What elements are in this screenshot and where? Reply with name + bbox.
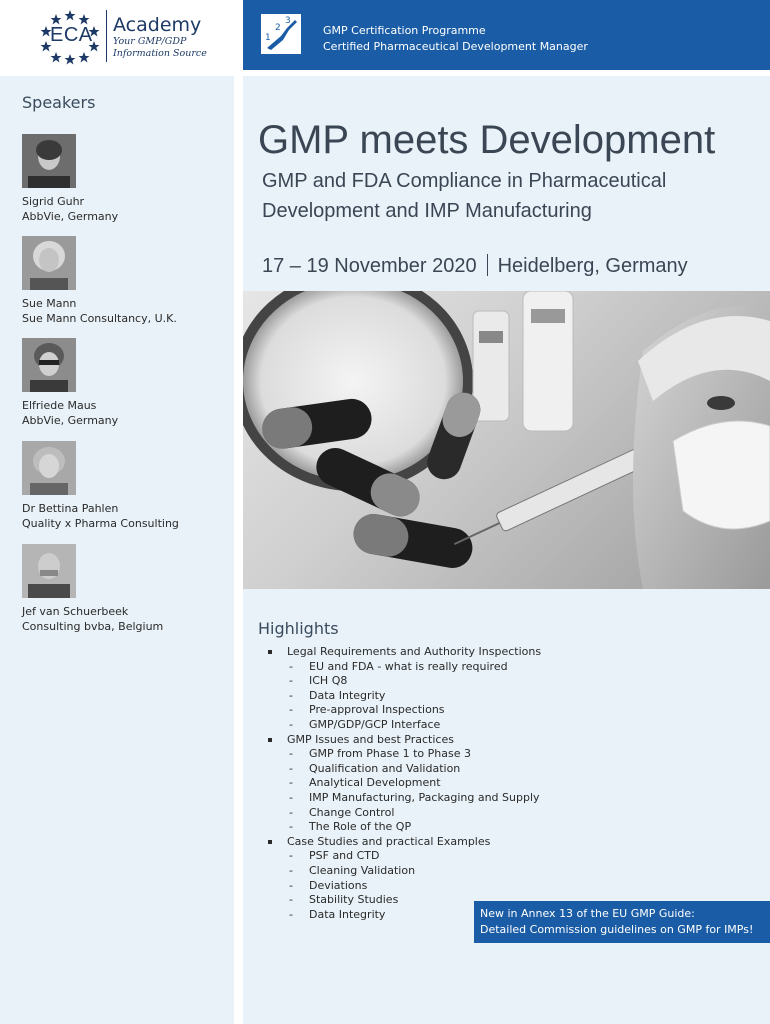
logo-tagline-line2: Information Source <box>113 48 207 59</box>
highlight-item-label: Analytical Development <box>309 776 441 790</box>
logo-eca-text: ECA <box>50 24 93 46</box>
bullet-icon <box>268 738 272 742</box>
eca-academy-logo <box>0 0 234 70</box>
highlight-group <box>268 645 541 660</box>
dash-icon: - <box>289 790 293 804</box>
highlight-item <box>268 703 541 718</box>
banner-programme: GMP Certification Programme <box>323 24 486 37</box>
speaker-org: Sue Mann Consultancy, U.K. <box>22 312 177 325</box>
bullet-icon <box>268 650 272 654</box>
highlight-item-label: GMP/GDP/GCP Interface <box>309 717 441 731</box>
callout-line2: Detailed Commission guidelines on GMP for IMPs! <box>480 923 754 936</box>
highlight-item-label: The Role of the QP <box>309 820 412 834</box>
event-subtitle-line1: GMP and FDA Compliance in Pharmaceutical <box>262 170 667 192</box>
annex13-callout <box>474 901 770 943</box>
dash-icon: - <box>289 674 293 688</box>
dash-icon: - <box>289 703 293 717</box>
highlight-group-label: Legal Requirements and Authority Inspections <box>287 645 542 658</box>
event-subtitle <box>262 166 742 226</box>
highlight-item <box>268 806 541 821</box>
logo-tagline <box>113 36 223 60</box>
event-date-location <box>262 254 688 278</box>
speaker-name: Sigrid Guhr <box>22 195 85 208</box>
highlight-group <box>268 835 541 850</box>
event-location: Heidelberg, Germany <box>497 255 688 277</box>
speaker-name: Jef van Schuerbeek <box>22 605 129 618</box>
highlight-item <box>268 776 541 791</box>
highlight-item <box>268 791 541 806</box>
highlight-item <box>268 762 541 777</box>
dash-icon: - <box>289 761 293 775</box>
dash-icon: - <box>289 659 293 673</box>
highlight-item-label: PSF and CTD <box>309 849 380 863</box>
highlight-item-label: ICH Q8 <box>309 674 348 688</box>
speaker-org: Quality x Pharma Consulting <box>22 517 179 530</box>
dash-icon: - <box>289 776 293 790</box>
speaker-org: Consulting bvba, Belgium <box>22 620 164 633</box>
dash-icon: - <box>289 688 293 702</box>
highlight-item-label: Change Control <box>309 805 395 819</box>
speaker-org: AbbVie, Germany <box>22 210 119 223</box>
highlights-list <box>268 645 541 922</box>
speaker-card <box>22 134 232 224</box>
highlight-item-label: GMP from Phase 1 to Phase 3 <box>309 747 471 761</box>
dash-icon: - <box>289 893 293 907</box>
event-subtitle-line2: Development and IMP Manufacturing <box>262 200 592 222</box>
speaker-card <box>22 338 232 428</box>
highlight-item-label: Deviations <box>309 878 368 892</box>
speakers-heading: Speakers <box>22 93 96 112</box>
highlight-item <box>268 849 541 864</box>
highlights-heading: Highlights <box>258 619 339 638</box>
dash-icon: - <box>289 878 293 892</box>
highlight-item <box>268 718 541 733</box>
speaker-photo <box>22 236 76 290</box>
speaker-photo <box>22 338 76 392</box>
speaker-org: AbbVie, Germany <box>22 414 119 427</box>
highlight-item <box>268 660 541 675</box>
dash-icon: - <box>289 747 293 761</box>
event-dates: 17 – 19 November 2020 <box>262 255 477 277</box>
speaker-name: Dr Bettina Pahlen <box>22 502 119 515</box>
highlight-item-label: EU and FDA - what is really required <box>309 659 508 673</box>
certification-banner <box>243 0 770 70</box>
steps-icon-num-2: 2 <box>275 23 281 33</box>
bullet-icon <box>268 840 272 844</box>
highlight-group-label: GMP Issues and best Practices <box>287 732 454 746</box>
dash-icon: - <box>289 907 293 921</box>
highlight-item-label: Cleaning Validation <box>309 863 416 877</box>
banner-manager-title: Certified Pharmaceutical Development Manager <box>323 40 588 53</box>
logo-tagline-line1: Your GMP/GDP <box>113 36 187 47</box>
speaker-photo <box>22 134 76 188</box>
dash-icon: - <box>289 849 293 863</box>
highlight-item <box>268 674 541 689</box>
highlight-item-label: Data Integrity <box>309 907 386 921</box>
highlight-group <box>268 733 541 748</box>
highlight-item <box>268 747 541 762</box>
highlight-item <box>268 689 541 704</box>
highlight-item-label: IMP Manufacturing, Packaging and Supply <box>309 790 540 804</box>
speaker-photo <box>22 441 76 495</box>
callout-line1: New in Annex 13 of the EU GMP Guide: <box>480 907 695 920</box>
dash-icon: - <box>289 820 293 834</box>
logo-academy-text: Academy <box>113 14 202 36</box>
highlight-item-label: Data Integrity <box>309 688 386 702</box>
highlight-group-label: Case Studies and practical Examples <box>287 834 491 848</box>
speaker-card <box>22 441 232 531</box>
highlight-item <box>268 864 541 879</box>
highlight-item <box>268 879 541 894</box>
hero-image-lab-syringe <box>243 291 770 589</box>
speaker-name: Sue Mann <box>22 297 77 310</box>
steps-icon-num-3: 3 <box>285 16 291 26</box>
dash-icon: - <box>289 863 293 877</box>
logo-divider <box>106 10 107 62</box>
speaker-card <box>22 236 232 326</box>
dash-icon: - <box>289 805 293 819</box>
event-title: GMP meets Development <box>258 118 716 162</box>
highlight-item-label: Stability Studies <box>309 893 399 907</box>
steps-icon-num-1: 1 <box>265 33 271 43</box>
dash-icon: - <box>289 717 293 731</box>
date-separator <box>487 254 488 276</box>
speaker-card <box>22 544 232 634</box>
speaker-photo <box>22 544 76 598</box>
highlight-item-label: Qualification and Validation <box>309 761 461 775</box>
speaker-name: Elfriede Maus <box>22 399 97 412</box>
highlight-item-label: Pre-approval Inspections <box>309 703 445 717</box>
highlight-item <box>268 820 541 835</box>
steps-icon <box>261 14 301 54</box>
